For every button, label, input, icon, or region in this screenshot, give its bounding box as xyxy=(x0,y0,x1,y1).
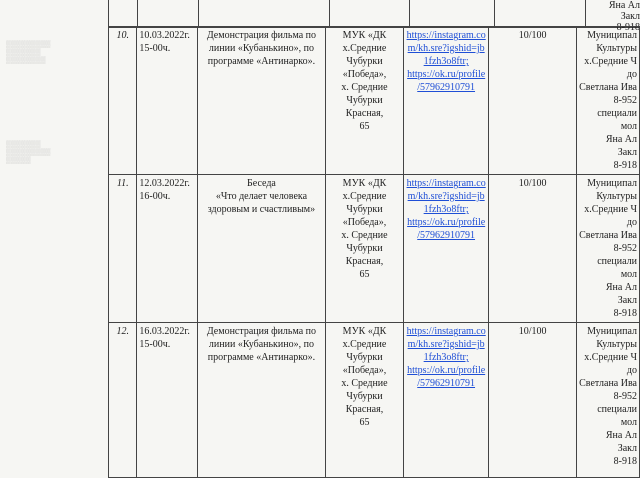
events-table xyxy=(108,26,640,478)
responsible-person-line: Яна Ал xyxy=(605,134,637,145)
profile-link[interactable]: https://instagram.co xyxy=(406,326,486,337)
bleed-through-text: ▒▒▒▒▒▒▒▒▒ ▒▒▒▒▒▒▒ ▒▒▒▒▒▒▒▒ xyxy=(6,40,51,64)
event-date-line: 12.03.2022г. xyxy=(139,178,190,189)
row-number: 10. xyxy=(109,27,137,175)
bleed-through-text: ▒▒▒▒▒▒▒ ▒▒▒▒▒▒▒▒▒ ▒▒▒▒▒ xyxy=(6,140,51,164)
event-venue-line: «Победа», xyxy=(342,365,387,376)
profile-link[interactable]: m/kh.sre?igshid=jb xyxy=(407,191,485,202)
event-venue-line: х.Средние xyxy=(342,43,387,54)
responsible-person-line: 8-918 xyxy=(613,456,637,467)
event-venue-line: х. Средние xyxy=(341,378,388,389)
event-venue-line: Чубурки Красная, xyxy=(345,243,384,267)
participants-count: 10/100 xyxy=(489,27,577,175)
responsible-person-line: Муниципал xyxy=(587,178,637,189)
event-title-line: программе «Антинарко». xyxy=(207,352,316,363)
responsible-person-line: 8-918 xyxy=(613,308,637,319)
event-title-line: линии «Кубанькино», по xyxy=(208,339,314,350)
responsible-person-line: Культуры xyxy=(596,191,637,202)
responsible-person-line: Закл xyxy=(617,295,637,306)
responsible-person xyxy=(577,27,640,175)
event-title-line: здоровым и счастливым» xyxy=(207,204,316,215)
profile-link[interactable]: https://instagram.co xyxy=(406,178,486,189)
responsible-person-line: х.Средние Ч xyxy=(584,56,637,67)
event-venue-line: 65 xyxy=(359,269,370,280)
event-date-line: 16.03.2022г. xyxy=(139,326,190,337)
responsible-person-line: х.Средние Ч xyxy=(584,352,637,363)
event-title-line: Демонстрация фильма по xyxy=(206,326,317,337)
event-title-line: линии «Кубанькино», по xyxy=(208,43,314,54)
row-number: 12. xyxy=(109,323,137,478)
event-venue-line: МУК «ДК xyxy=(342,30,387,41)
top-row xyxy=(108,0,640,33)
responsible-person-line: Культуры xyxy=(596,43,637,54)
responsible-person-line: мол xyxy=(620,417,637,428)
responsible-person-line: Закл xyxy=(617,147,637,158)
profile-link[interactable]: /57962910791 xyxy=(417,82,476,93)
responsible-person-line: мол xyxy=(620,269,637,280)
row-number: 11. xyxy=(109,175,137,323)
event-date-line: 15-00ч. xyxy=(139,43,171,54)
profile-link[interactable]: https://instagram.co xyxy=(406,30,486,41)
participants-count: 10/100 xyxy=(489,175,577,323)
event-title xyxy=(198,175,326,323)
event-links xyxy=(404,175,489,323)
responsible-person-line: специали xyxy=(597,404,637,415)
event-venue-line: «Победа», xyxy=(342,217,387,228)
event-title-line: Демонстрация фильма по xyxy=(206,30,317,41)
event-date-line: 16-00ч. xyxy=(139,191,171,202)
event-title-line: «Что делает человека xyxy=(215,191,308,202)
event-venue-line: Чубурки xyxy=(346,56,383,67)
responsible-person-line: Закл xyxy=(617,443,637,454)
responsible-person-line: 8-952 xyxy=(613,243,637,254)
profile-link[interactable]: 1fzh3o8ftr; xyxy=(423,56,469,67)
profile-link[interactable]: 1fzh3o8ftr; xyxy=(423,352,469,363)
responsible-person-line: до xyxy=(626,365,637,376)
event-venue-line: Чубурки xyxy=(346,352,383,363)
event-title-line: программе «Антинарко». xyxy=(207,56,316,67)
profile-link[interactable]: m/kh.sre?igshid=jb xyxy=(407,43,485,54)
table-row xyxy=(109,175,640,323)
event-venue-line: МУК «ДК xyxy=(342,326,387,337)
event-date xyxy=(137,175,198,323)
responsible-person-line: Яна Ал xyxy=(605,282,637,293)
event-date-line: 10.03.2022г. xyxy=(139,30,190,41)
responsible-person xyxy=(577,323,640,478)
event-venue-line: МУК «ДК xyxy=(342,178,387,189)
responsible-person-line: Светлана Ива xyxy=(579,230,637,241)
event-venue xyxy=(325,27,403,175)
responsible-person-line: 8-952 xyxy=(613,95,637,106)
event-venue-line: х.Средние xyxy=(342,191,387,202)
responsible-person xyxy=(577,175,640,323)
event-venue-line: х. Средние xyxy=(341,82,388,93)
table-row xyxy=(109,27,640,175)
event-links xyxy=(404,27,489,175)
responsible-person-line: Светлана Ива xyxy=(579,378,637,389)
responsible-person-line: специали xyxy=(597,256,637,267)
top-resp-cell: Яна Ал Закл 8-918 xyxy=(608,0,640,33)
profile-link[interactable]: /57962910791 xyxy=(417,230,476,241)
responsible-person-line: до xyxy=(626,217,637,228)
profile-link[interactable]: 1fzh3o8ftr; xyxy=(423,204,469,215)
event-venue xyxy=(325,175,403,323)
responsible-person-line: мол xyxy=(620,121,637,132)
responsible-person-line: Культуры xyxy=(596,339,637,350)
event-date xyxy=(137,27,198,175)
profile-link[interactable]: /57962910791 xyxy=(417,378,476,389)
responsible-person-line: х.Средние Ч xyxy=(584,204,637,215)
event-venue-line: х.Средние xyxy=(342,339,387,350)
event-venue xyxy=(325,323,403,478)
event-date-line: 15-00ч. xyxy=(139,339,171,350)
event-date xyxy=(137,323,198,478)
profile-link[interactable]: m/kh.sre?igshid=jb xyxy=(407,339,485,350)
event-venue-line: 65 xyxy=(359,417,370,428)
event-title xyxy=(198,323,326,478)
responsible-person-line: Яна Ал xyxy=(605,430,637,441)
responsible-person-line: Светлана Ива xyxy=(579,82,637,93)
responsible-person-line: специали xyxy=(597,108,637,119)
responsible-person-line: до xyxy=(626,69,637,80)
responsible-person-line: 8-952 xyxy=(613,391,637,402)
event-venue-line: «Победа», xyxy=(342,69,387,80)
event-venue-line: Чубурки Красная, xyxy=(345,391,384,415)
event-venue-line: Чубурки Красная, xyxy=(345,95,384,119)
event-links xyxy=(404,323,489,478)
responsible-person-line: Муниципал xyxy=(587,326,637,337)
participants-count: 10/100 xyxy=(489,323,577,478)
responsible-person-line: 8-918 xyxy=(613,160,637,171)
event-venue-line: 65 xyxy=(359,121,370,132)
profile-link[interactable]: https://ok.ru/profile xyxy=(407,217,486,228)
event-title xyxy=(198,27,326,175)
event-venue-line: Чубурки xyxy=(346,204,383,215)
event-title-line: Беседа xyxy=(247,178,276,189)
profile-link[interactable]: https://ok.ru/profile xyxy=(407,365,486,376)
table-row xyxy=(109,323,640,478)
profile-link[interactable]: https://ok.ru/profile xyxy=(407,69,486,80)
event-venue-line: х. Средние xyxy=(341,230,388,241)
responsible-person-line: Муниципал xyxy=(587,30,637,41)
